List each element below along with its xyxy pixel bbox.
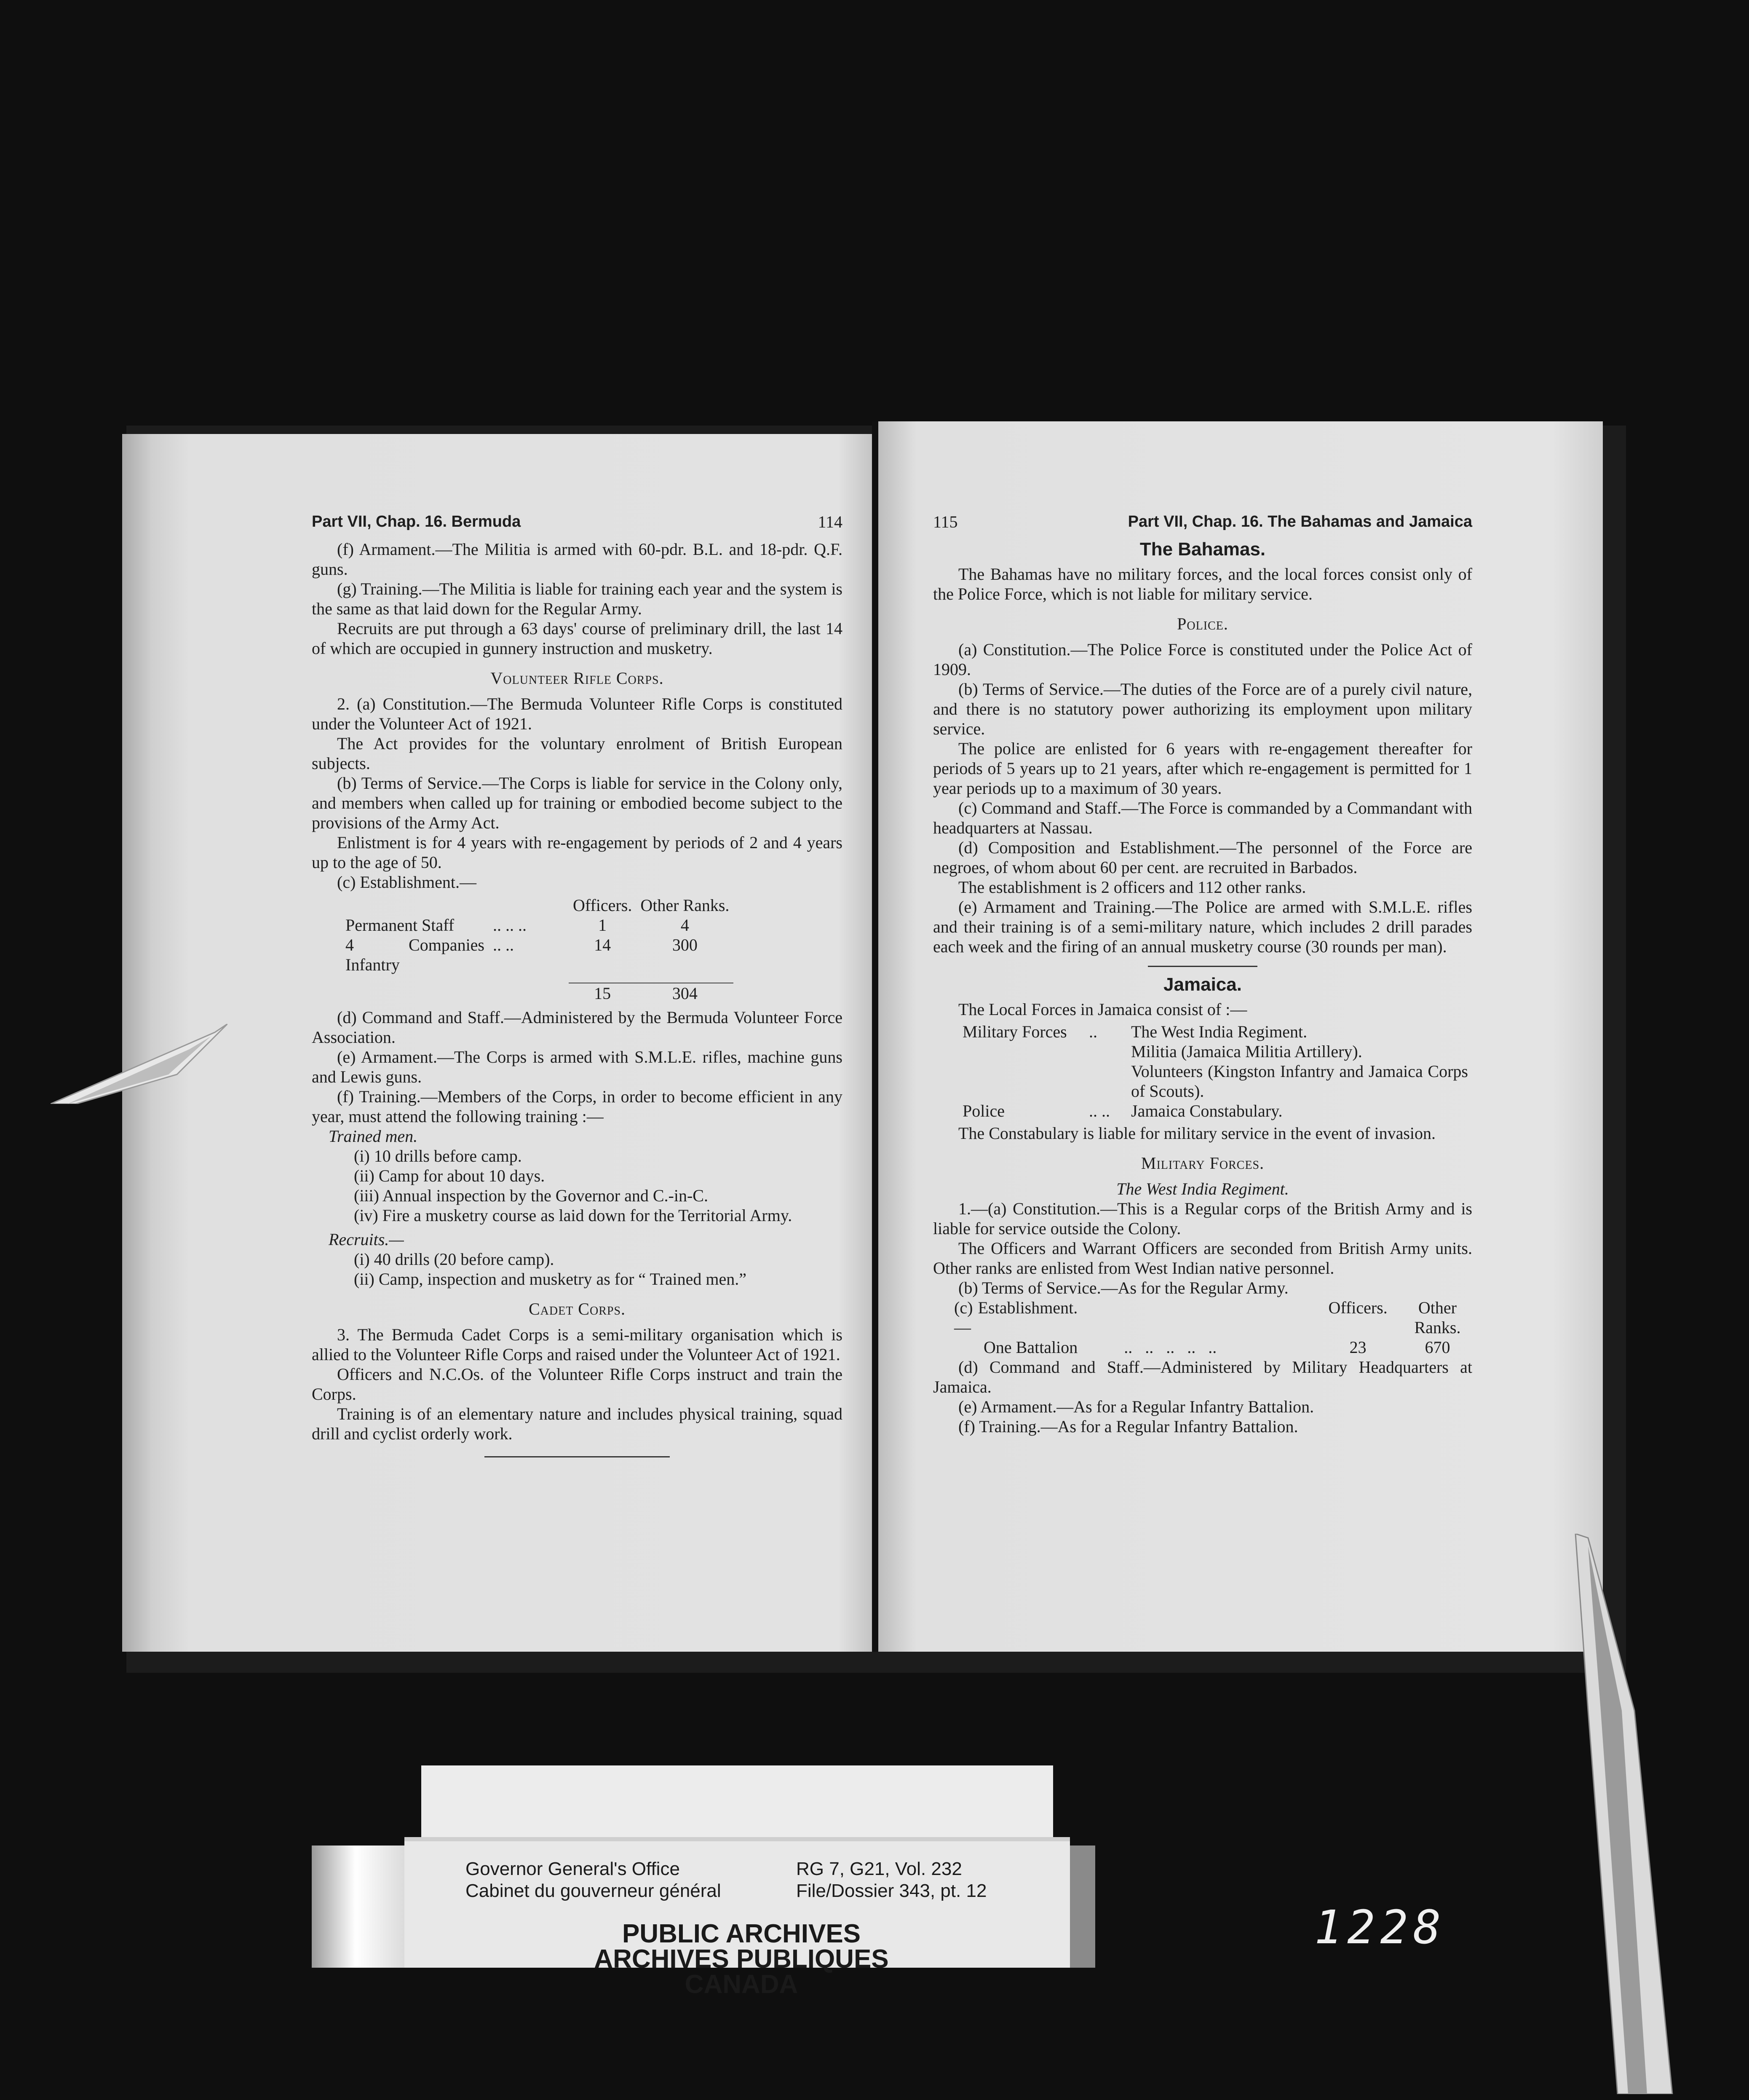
total-officers: 15 xyxy=(594,984,611,1003)
table-row xyxy=(341,935,733,975)
jamaica-heading: Jamaica. xyxy=(1163,974,1242,995)
wir-row-dots: .. .. .. .. .. xyxy=(1124,1338,1217,1357)
list-item: (iv) Fire a musketry course as laid down for the Territorial Army. xyxy=(354,1206,792,1225)
row-other: 4 xyxy=(680,916,689,935)
trained-list xyxy=(312,1146,842,1225)
archive-name xyxy=(463,1921,1019,1997)
row-value: The West India Regiment. xyxy=(1131,1022,1308,1041)
page-holder-pointer-left xyxy=(51,1024,227,1104)
col-other-ranks: Other Ranks. xyxy=(640,896,730,915)
reference-2: File/Dossier 343, pt. 12 xyxy=(796,1880,987,1901)
police-command: (c) Command and Staff.—The Force is commanded by a Commandant with headquarters at Nassau. xyxy=(933,798,1472,837)
bahamas-intro: The Bahamas have no military forces, and the local forces consist only of the Police Force, which is not liable for military service. xyxy=(933,565,1472,603)
archives-fr: ARCHIVES PUBLIQUES xyxy=(594,1945,889,1974)
vol-training: (f) Training.—Members of the Corps, in order to become efficient in any year, must attend the following training :— xyxy=(312,1087,842,1126)
office-fr: Cabinet du gouverneur général xyxy=(465,1880,721,1901)
archives-en: PUBLIC ARCHIVES xyxy=(622,1919,861,1948)
list-item: (ii) Camp, inspection and musketry as for “ Trained men.” xyxy=(354,1270,747,1288)
section-rule xyxy=(484,1456,670,1457)
vol-enlistment: Enlistment is for 4 years with re-engagement by periods of 2 and 4 years up to the age of 50. xyxy=(312,833,842,872)
row-label: Permanent Staff xyxy=(345,916,455,935)
wir-training: (f) Training.—As for a Regular Infantry Battalion. xyxy=(958,1417,1298,1436)
recruits-list xyxy=(312,1249,842,1289)
frame-number: 1228 xyxy=(1314,1900,1446,1954)
cadet-officers: Officers and N.C.Os. of the Volunteer Rifle Corps instruct and train the Corps. xyxy=(312,1365,842,1404)
wir-constitution: 1.—(a) Constitution.—This is a Regular corps of the British Army and is liable for service outside the Colony. xyxy=(933,1199,1472,1238)
wir-command: (d) Command and Staff.—Administered by Military Headquarters at Jamaica. xyxy=(933,1358,1472,1396)
police-enlisted: The police are enlisted for 6 years with re-engagement thereafter for periods of 5 years up to 21 years, after which re-engagement is permitted for 1 year periods up to a maximum of 30 years. xyxy=(933,739,1472,798)
row-label: Police xyxy=(963,1101,1005,1120)
cadet-text: 3. The Bermuda Cadet Corps is a semi-military organisation which is allied to the Volunteer Rifle Corps and raised under the Volunteer Act of 1921. xyxy=(312,1325,842,1364)
row-label xyxy=(958,1042,1085,1061)
row-value: Militia (Jamaica Militia Artillery). xyxy=(1131,1042,1362,1061)
list-item: (ii) Camp for about 10 days. xyxy=(354,1166,545,1185)
row-value: Jamaica Constabulary. xyxy=(1131,1101,1283,1120)
page-holder-pointer-right xyxy=(1554,1534,1681,2094)
establishment-table xyxy=(341,895,733,1003)
table-row xyxy=(341,915,733,935)
militia-armament: (f) Armament.—The Militia is armed with 60-pdr. B.L. and 18-pdr. Q.F. guns. xyxy=(312,540,842,579)
wir-officers: The Officers and Warrant Officers are seconded from British Army units. Other ranks are enlisted from West Indian native personnel. xyxy=(933,1239,1472,1278)
vol-command: (d) Command and Staff.—Administered by the Bermuda Volunteer Force Association. xyxy=(312,1008,842,1047)
row-dots: .. xyxy=(1089,1022,1097,1041)
list-item: (i) 40 drills (20 before camp). xyxy=(354,1250,554,1269)
wir-heading: The West India Regiment. xyxy=(1116,1179,1289,1198)
vol-constitution: 2. (a) Constitution.—The Bermuda Volunteer Rifle Corps is constituted under the Volunteer Act of 1921. xyxy=(312,694,842,733)
office-en: Governor General's Office xyxy=(465,1859,680,1879)
vol-terms: (b) Terms of Service.—The Corps is liable for service in the Colony only, and members when called up for training or embodied become subject to the provisions of the Army Act. xyxy=(312,774,842,832)
police-constitution: (a) Constitution.—The Police Force is constituted under the Police Act of 1909. xyxy=(933,640,1472,679)
right-header-title: Part VII, Chap. 16. The Bahamas and Jamaica xyxy=(1128,513,1472,530)
section-rule xyxy=(1148,966,1257,967)
row-officers: 1 xyxy=(598,916,607,935)
wir-establishment-table xyxy=(950,1298,1472,1357)
table-row xyxy=(958,1061,1472,1101)
row-dots xyxy=(1085,1042,1127,1061)
col-officers: Officers. xyxy=(573,896,632,915)
table-row xyxy=(958,1022,1472,1042)
forces-table xyxy=(958,1022,1472,1121)
row-label: Military Forces xyxy=(963,1022,1067,1041)
list-item: (iii) Annual inspection by the Governor and C.-in-C. xyxy=(354,1186,708,1205)
cadet-heading: Cadet Corps. xyxy=(528,1299,626,1318)
military-forces-heading: Military Forces. xyxy=(1141,1154,1265,1173)
table-row xyxy=(950,1337,1472,1357)
wir-establishment: (c) Establishment.— xyxy=(954,1298,1078,1337)
row-dots: .. .. xyxy=(1089,1101,1110,1120)
recruits-label: Recruits.— xyxy=(329,1230,404,1249)
left-page-header xyxy=(312,512,842,532)
row-label xyxy=(958,1061,1085,1101)
wir-col-officers: Officers. xyxy=(1328,1298,1388,1317)
reference-1: RG 7, G21, Vol. 232 xyxy=(796,1859,962,1879)
archive-office xyxy=(465,1858,721,1902)
label-tray-edge-right xyxy=(1070,1846,1095,1968)
table-row xyxy=(958,1042,1472,1061)
bahamas-heading: The Bahamas. xyxy=(1139,539,1266,560)
wir-row-other: 670 xyxy=(1425,1338,1450,1357)
archive-reference xyxy=(796,1858,987,1902)
jamaica-intro: The Local Forces in Jamaica consist of :— xyxy=(958,1000,1247,1019)
row-dots: .. .. .. xyxy=(493,916,527,935)
total-other: 304 xyxy=(672,984,698,1003)
vol-armament: (e) Armament.—The Corps is armed with S.M.L.E. rifles, machine guns and Lewis guns. xyxy=(312,1047,842,1086)
row-dots xyxy=(1085,1061,1127,1101)
police-heading: Police. xyxy=(1177,614,1228,633)
vol-act: The Act provides for the voluntary enrolment of British European subjects. xyxy=(312,734,842,773)
police-terms: (b) Terms of Service.—The duties of the Force are of a purely civil nature, and there is no statutory power authorizing its employment upon military service. xyxy=(933,680,1472,738)
wir-col-other: Other Ranks. xyxy=(1414,1298,1461,1337)
left-page-text xyxy=(312,512,842,1457)
row-value: Volunteers (Kingston Infantry and Jamaica Corps of Scouts). xyxy=(1131,1062,1468,1101)
right-page-text xyxy=(933,512,1472,1436)
right-page-header xyxy=(933,512,1472,532)
police-establishment: The establishment is 2 officers and 112 other ranks. xyxy=(958,878,1306,897)
volunteer-heading: Volunteer Rifle Corps. xyxy=(490,669,664,688)
wir-row-label: One Battalion xyxy=(984,1338,1078,1357)
table-row xyxy=(958,1101,1472,1121)
trained-men-label: Trained men. xyxy=(329,1127,418,1146)
militia-training: (g) Training.—The Militia is liable for training each year and the system is the same as that laid down for the Regular Army. xyxy=(312,579,842,618)
row-officers: 14 xyxy=(594,935,611,954)
vol-establishment: (c) Establishment.— xyxy=(337,873,477,892)
row-other: 300 xyxy=(672,935,698,954)
police-armament: (e) Armament and Training.—The Police are armed with S.M.L.E. rifles and their training is of a semi-military nature, which includes 2 drill parades each week and the firing of an annual musketry course (30 rounds per man). xyxy=(933,897,1472,956)
right-page-number: 115 xyxy=(933,512,958,531)
police-composition: (d) Composition and Establishment.—The personnel of the Force are negroes, of whom about 60 per cent. are recruited in Barbados. xyxy=(933,838,1472,877)
wir-armament: (e) Armament.—As for a Regular Infantry Battalion. xyxy=(958,1397,1314,1416)
wir-row-officers: 23 xyxy=(1349,1338,1367,1357)
left-header-title: Part VII, Chap. 16. Bermuda xyxy=(312,513,521,530)
cadet-training: Training is of an elementary nature and includes physical training, squad drill and cyclist orderly work. xyxy=(312,1404,842,1443)
row-dots: .. .. xyxy=(493,935,514,954)
table-total-row xyxy=(341,983,733,1003)
archives-country: CANADA xyxy=(685,1970,798,1999)
list-item: (i) 10 drills before camp. xyxy=(354,1146,522,1165)
constabulary: The Constabulary is liable for military service in the event of invasion. xyxy=(958,1124,1436,1143)
militia-recruits: Recruits are put through a 63 days' course of preliminary drill, the last 14 of which are occupied in gunnery instruction and musketry. xyxy=(312,619,842,658)
left-page-number: 114 xyxy=(818,512,842,531)
wir-terms: (b) Terms of Service.—As for the Regular Army. xyxy=(958,1278,1289,1297)
row-label: 4 Companies Infantry xyxy=(345,935,484,974)
